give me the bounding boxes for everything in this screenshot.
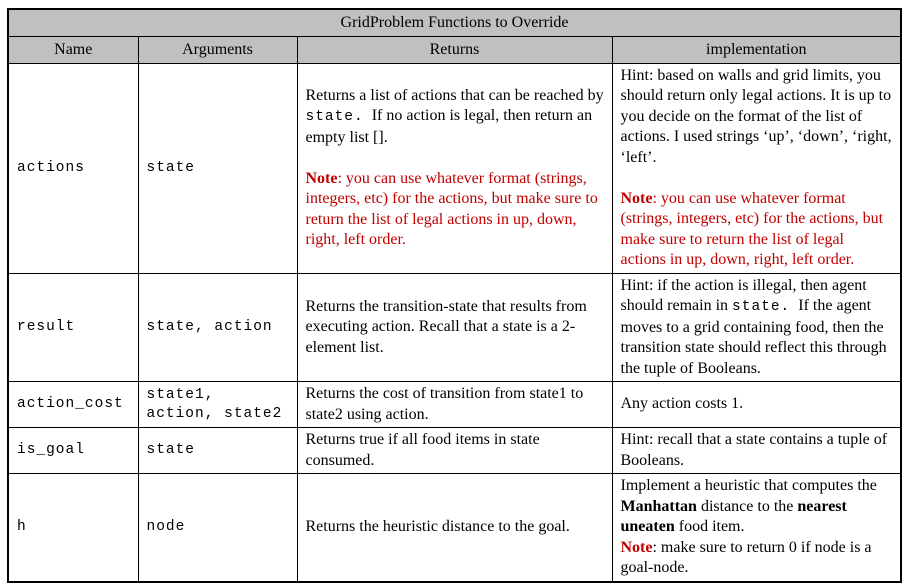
- text-segment: h: [17, 518, 27, 535]
- cell-paragraph: [17, 395, 131, 414]
- cell-returns: [297, 428, 612, 474]
- text-segment: Implement a heuristic that computes the: [620, 477, 877, 494]
- text-segment: action, state2: [146, 405, 283, 422]
- cell-paragraph: [147, 159, 290, 178]
- cell-implementation: [612, 63, 901, 273]
- cell-paragraph: [17, 518, 131, 537]
- column-header-returns: Returns: [297, 36, 612, 63]
- text-segment: Hint: based on walls and grid limits, you should return only legal actions. It is up to you decide on the format of the list of actions. I used strings ‘up’, ‘down’, ‘right, ‘left’.: [620, 66, 892, 166]
- table-row: [8, 474, 901, 582]
- cell-name: [8, 382, 138, 428]
- cell-paragraph: [147, 441, 290, 460]
- cell-arguments: [138, 63, 297, 273]
- text-segment: Returns a list of actions that can be reached by: [305, 86, 604, 104]
- cell-paragraph: [147, 405, 290, 424]
- cell-name: [8, 273, 138, 382]
- text-segment: Any action costs 1.: [620, 395, 744, 413]
- cell-implementation: [612, 273, 901, 382]
- cell-paragraph: [306, 430, 605, 471]
- cell-returns: [297, 382, 612, 428]
- text-segment: nearest uneaten: [620, 497, 847, 535]
- text-segment: Hint: if the action is illegal, then agent should remain in: [620, 276, 867, 314]
- text-segment: Returns the heuristic distance to the goal.: [305, 518, 570, 535]
- cell-paragraph: [621, 189, 894, 271]
- title-row: [8, 9, 901, 36]
- cell-name: [8, 63, 138, 273]
- column-header-implementation: implementation: [612, 36, 901, 63]
- table-row: [8, 428, 901, 474]
- cell-implementation: [612, 474, 901, 582]
- text-segment: : you can use whatever format (strings, integers, etc) for the actions, but make sure to return the list of legal actions in up, down, right, left order.: [305, 169, 598, 248]
- grid-problem-table: [7, 8, 902, 583]
- table-body: [8, 63, 901, 582]
- text-segment: Hint: recall that a state contains a tuple of Booleans.: [620, 431, 888, 469]
- cell-paragraph: [306, 297, 605, 359]
- paragraph-spacer: [306, 148, 605, 169]
- table-row: [8, 63, 901, 273]
- paragraph-spacer: [621, 168, 894, 189]
- text-segment: Returns true if all food items in state consumed.: [305, 431, 540, 469]
- text-segment: state, action: [146, 318, 273, 335]
- table-row: [8, 273, 901, 382]
- cell-name: [8, 428, 138, 474]
- cell-paragraph: [17, 318, 131, 337]
- text-segment: Returns the transition-state that results from executing action. Recall that a state is a 2-element list.: [305, 297, 587, 356]
- text-segment: Note: [620, 538, 653, 556]
- text-segment: distance to the: [696, 497, 798, 515]
- cell-paragraph: [306, 169, 605, 251]
- cell-implementation: [612, 382, 901, 428]
- cell-returns: [297, 273, 612, 382]
- text-segment: state.: [305, 109, 364, 125]
- cell-arguments: [138, 428, 297, 474]
- cell-paragraph: [306, 384, 605, 425]
- cell-paragraph: [147, 318, 290, 337]
- cell-returns: [297, 63, 612, 273]
- text-segment: node: [146, 518, 186, 535]
- text-segment: state.: [732, 299, 791, 315]
- cell-name: [8, 474, 138, 582]
- cell-paragraph: [621, 430, 894, 471]
- cell-paragraph: [306, 86, 605, 149]
- cell-paragraph: [621, 394, 894, 415]
- text-segment: : you can use whatever format (strings, integers, etc) for the actions, but make sure to return the list of legal actions in up, down, right, left order.: [620, 189, 884, 268]
- column-header-row: [8, 36, 901, 63]
- table-title: GridProblem Functions to Override: [8, 9, 901, 36]
- cell-implementation: [612, 428, 901, 474]
- cell-paragraph: [147, 386, 290, 405]
- text-segment: : make sure to return 0 if node is a goal-node.: [620, 538, 872, 576]
- text-segment: state1,: [146, 386, 215, 403]
- cell-paragraph: [147, 518, 290, 537]
- cell-paragraph: [17, 441, 131, 460]
- cell-paragraph: [17, 159, 131, 178]
- cell-arguments: [138, 273, 297, 382]
- text-segment: is_goal: [17, 442, 85, 458]
- text-segment: food item.: [674, 518, 745, 535]
- text-segment: action_cost: [17, 396, 124, 412]
- cell-paragraph: [621, 276, 894, 380]
- text-segment: Manhattan: [620, 497, 697, 515]
- text-segment: If no action is legal, then return an empty list [].: [305, 107, 593, 146]
- text-segment: Note: [620, 189, 653, 207]
- cell-arguments: [138, 474, 297, 582]
- text-segment: Returns the cost of transition from state1 to state2 using action.: [305, 385, 584, 423]
- cell-paragraph: [306, 517, 605, 538]
- cell-returns: [297, 474, 612, 582]
- text-segment: state: [146, 159, 196, 176]
- text-segment: Note: [305, 169, 338, 187]
- cell-paragraph: [621, 476, 894, 538]
- cell-arguments: [138, 382, 297, 428]
- text-segment: actions: [17, 159, 85, 176]
- cell-paragraph: [621, 538, 894, 579]
- text-segment: result: [17, 318, 76, 335]
- table-row: [8, 382, 901, 428]
- column-header-arguments: Arguments: [138, 36, 297, 63]
- text-segment: state: [146, 442, 196, 458]
- column-header-name: Name: [8, 36, 138, 63]
- cell-paragraph: [621, 66, 894, 169]
- text-segment: If the agent moves to a grid containing food, then the transition state should reflect this through the tuple of Booleans.: [620, 297, 887, 377]
